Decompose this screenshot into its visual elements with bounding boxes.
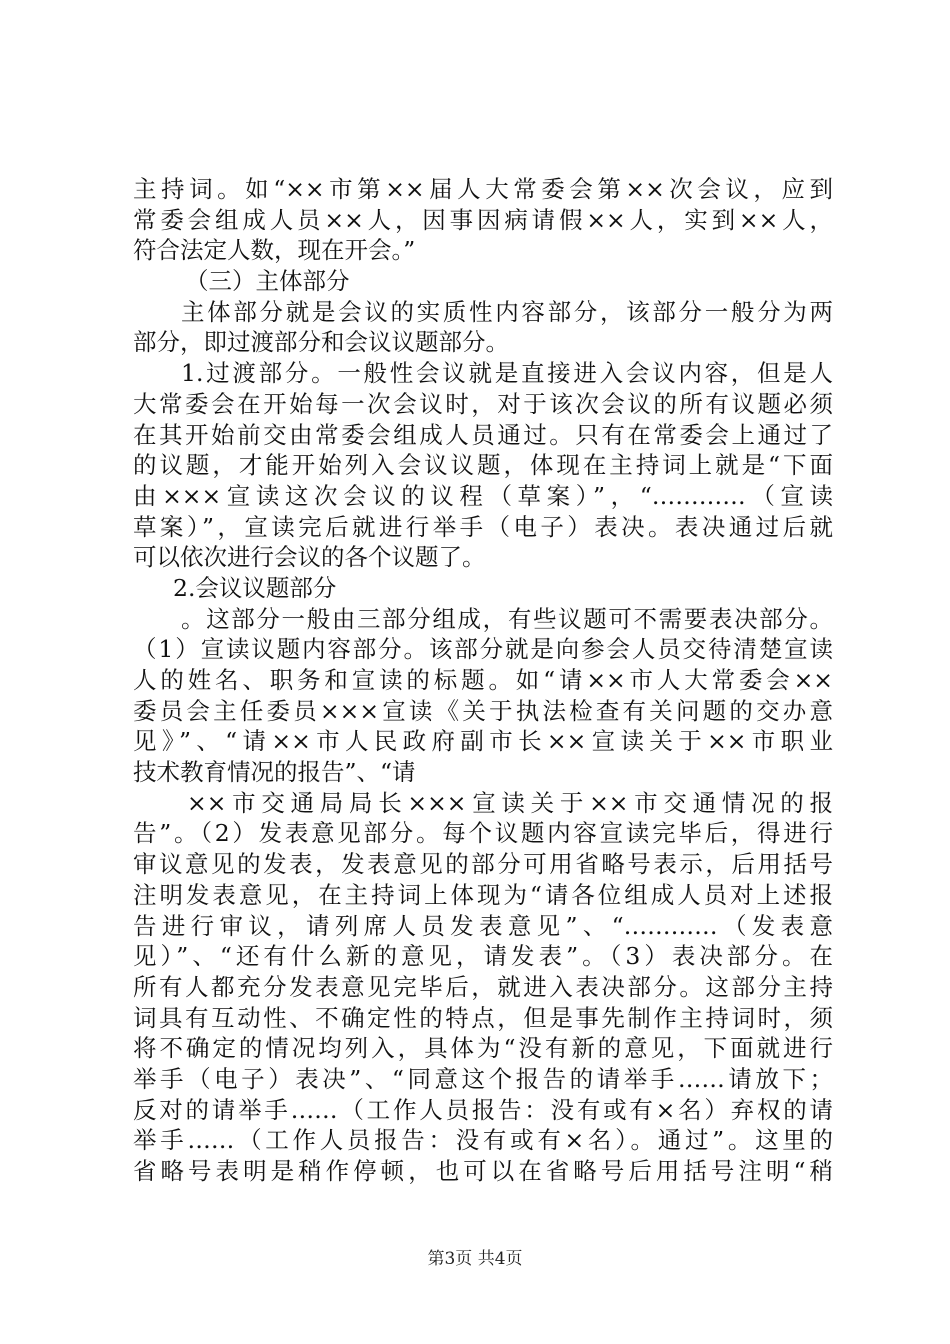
text-line: 举手（电子）表决”、“同意这个报告的请举手……请放下；: [133, 1064, 833, 1093]
text-line: 可以依次进行会议的各个议题了。: [133, 543, 486, 572]
text-line: 注明发表意见，在主持词上体现为“请各位组成人员对上述报: [133, 880, 833, 909]
text-line: （1）宣读议题内容部分。该部分就是向参会人员交待清楚宣读: [133, 635, 833, 664]
text-line: 见》”、“请××市人民政府副市长××宣读关于××市职业: [133, 727, 833, 756]
text-line: 符合法定人数，现在开会。”: [133, 236, 416, 265]
text-line: 技术教育情况的报告”、“请: [133, 758, 416, 787]
text-line: 1.过渡部分。一般性会议就是直接进入会议内容，但是人: [181, 359, 833, 388]
text-line: 反对的请举手……（工作人员报告：没有或有×名）弃权的请: [133, 1095, 833, 1124]
text-line: 见）”、“还有什么新的意见，请发表”。（3）表决部分。在: [133, 942, 833, 971]
text-line: 告进行审议，请列席人员发表意见”、“…………（发表意: [133, 911, 833, 940]
text-line: 词具有互动性、不确定性的特点，但是事先制作主持词时，须: [133, 1003, 833, 1032]
text-line: 省略号表明是稍作停顿，也可以在省略号后用括号注明“稍: [133, 1157, 833, 1185]
text-line: 人的姓名、职务和宣读的标题。如“请××市人大常委会××: [133, 666, 833, 694]
document-body: [133, 174, 833, 1187]
text-line: 主体部分就是会议的实质性内容部分，该部分一般分为两: [181, 297, 833, 326]
text-line: 所有人都充分发表意见完毕后，就进入表决部分。这部分主持: [133, 972, 833, 1001]
text-line: 主持词。如“××市第××届人大常委会第××次会议，应到: [133, 175, 833, 203]
text-line: 部分，即过渡部分和会议议题部分。: [133, 328, 509, 357]
text-line: 的议题，才能开始列入会议议题，体现在主持词上就是“下面: [133, 451, 833, 480]
text-line: 将不确定的情况均列入，具体为“没有新的意见，下面就进行: [133, 1034, 833, 1063]
text-line: 委员会主任委员×××宣读《关于执法检查有关问题的交办意: [133, 696, 833, 725]
text-line: ××市交通局局长×××宣读关于××市交通情况的报: [187, 788, 833, 817]
text-line: 告”。（2）发表意见部分。每个议题内容宣读完毕后，得进行: [133, 819, 833, 848]
text-line: 举手……（工作人员报告：没有或有×名）。通过”。这里的: [133, 1126, 833, 1155]
section-heading: （三）主体部分: [185, 267, 350, 296]
text-line: 由×××宣读这次会议的议程（草案）”，“…………（宣读: [133, 481, 833, 510]
text-line: 草案）”，宣读完后就进行举手（电子）表决。表决通过后就: [133, 512, 833, 541]
text-line: 。这部分一般由三部分组成，有些议题可不需要表决部分。: [181, 604, 833, 633]
section-heading: 2.会议议题部分: [173, 573, 337, 602]
text-line: 常委会组成人员××人，因事因病请假××人，实到××人，: [133, 205, 833, 234]
text-line: 审议意见的发表，发表意见的部分可用省略号表示，后用括号: [133, 850, 833, 879]
text-line: 大常委会在开始每一次会议时，对于该次会议的所有议题必须: [133, 389, 833, 418]
text-line: 在其开始前交由常委会组成人员通过。只有在常委会上通过了: [133, 420, 833, 449]
page-number-footer: 第3页 共4页: [427, 1249, 523, 1269]
